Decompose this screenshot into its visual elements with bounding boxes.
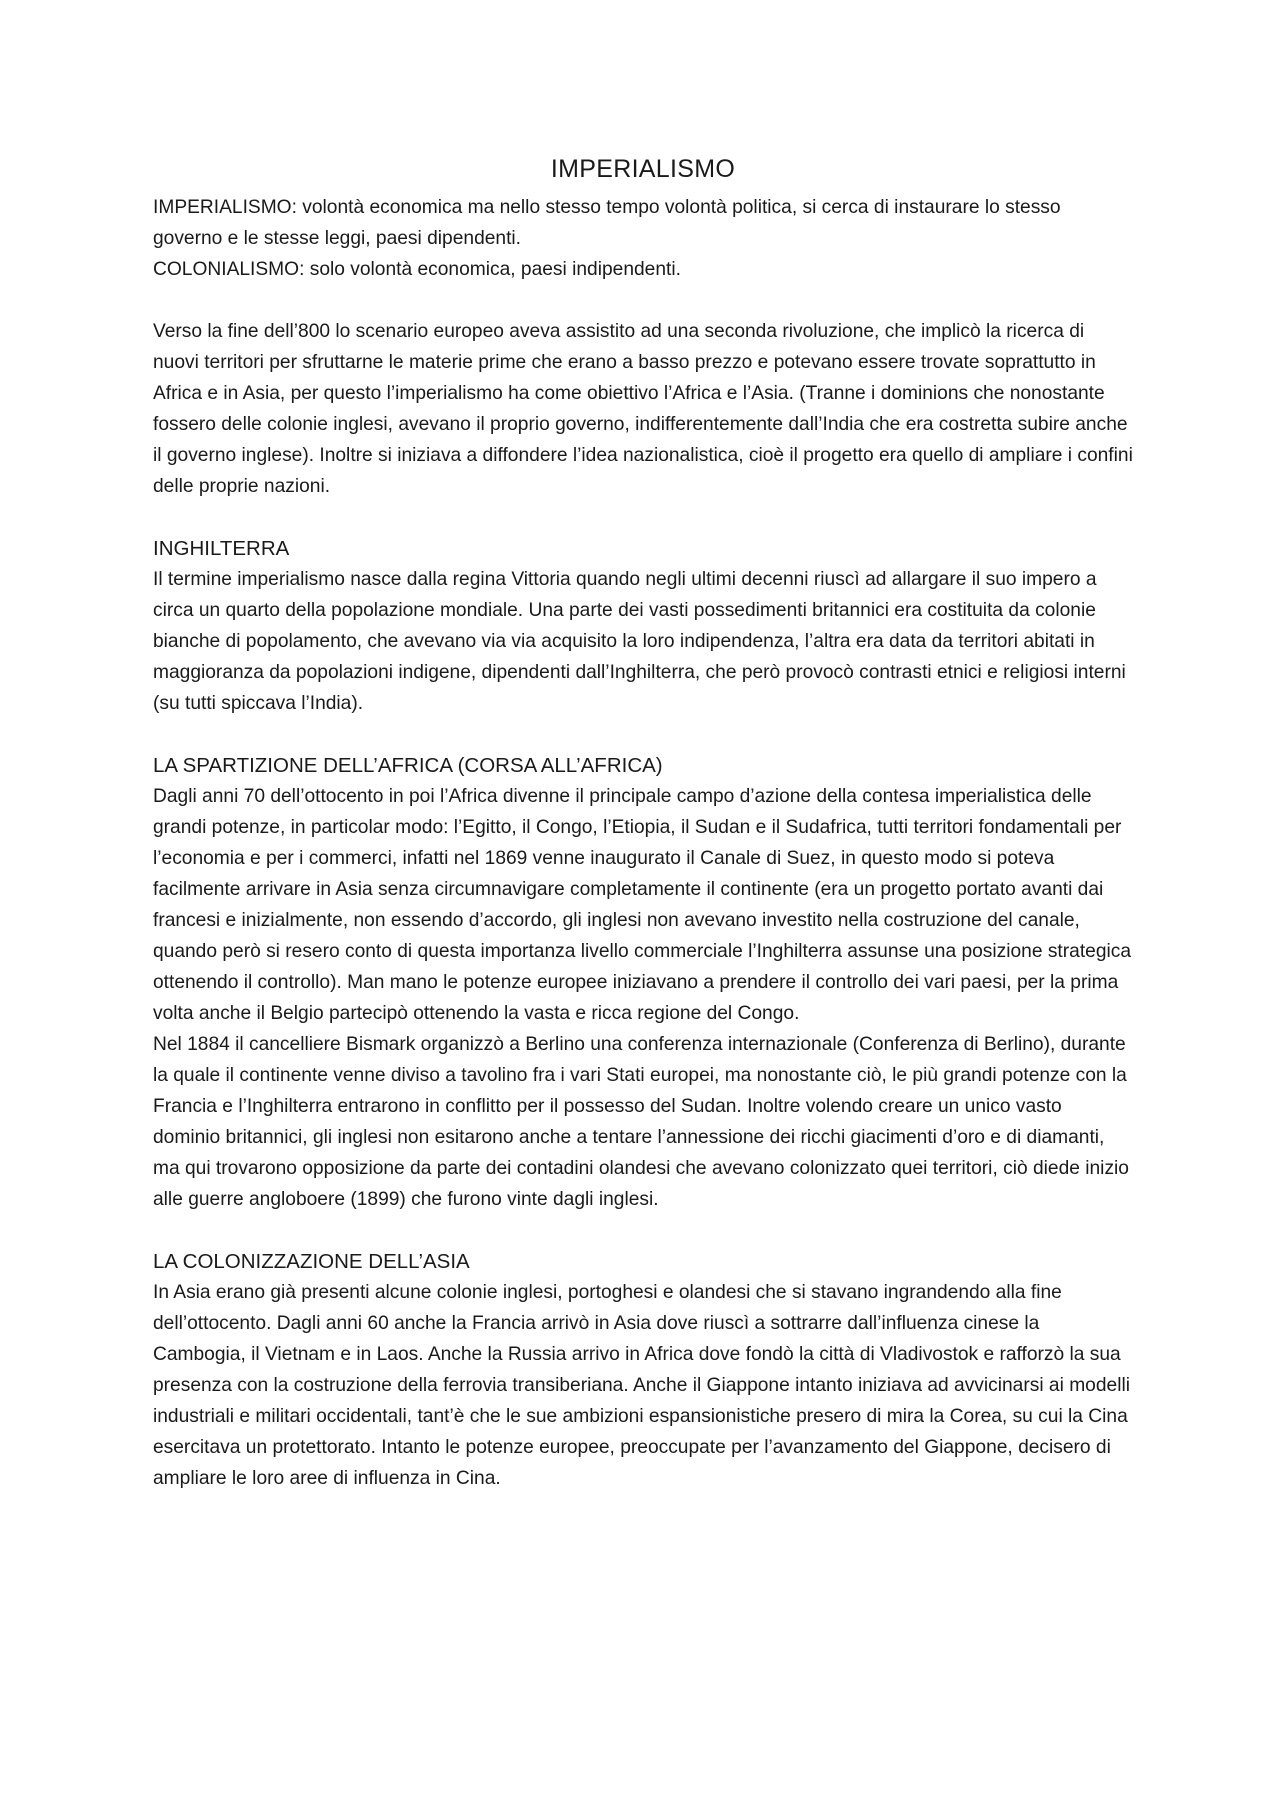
section-paragraph-asia: In Asia erano già presenti alcune colonie inglesi, portoghesi e olandesi che si stavano ingrandendo alla fine dell’ottocento. Dagli anni 60 anche la Francia arrivò in Asia dove riuscì a sottrarre dall’influenza cinese la Cambogia, il Vietnam e in Laos. Anche la Russia arrivo in Africa dove fondò la città di Vladivostok e rafforzò la sua presenza con la costruzione della ferrovia transiberiana. Anche il Giappone intanto iniziava ad avvicinarsi ai modelli industriali e militari occidentali, tant’è che le sue ambizioni espansionistiche presero di mira la Corea, su cui la Cina esercitava un protettorato. Intanto le potenze europee, preoccupate per l’avanzamento del Giappone, decisero di ampliare le loro aree di influenza in Cina. — [153, 1282, 1130, 1489]
spacer — [153, 1215, 1133, 1246]
section-paragraph-africa-1: Dagli anni 70 dell’ottocento in poi l’Africa divenne il principale campo d’azione della contesa imperialistica delle grandi potenze, in particolar modo: l’Egitto, il Congo, l’Etiopia, il Sudan e il Sudafrica, tutti territori fondamentali per l’economia e per i commerci, infatti nel 1869 venne inaugurato il Canale di Suez, in questo modo si poteva facilmente arrivare in Asia senza circumnavigare completamente il continente (era un progetto portato avanti dai francesi e inizialmente, non essendo d’accordo, gli inglesi non avevano investito nella costruzione del canale, quando però si resero conto di questa importanza livello commerciale l’Inghilterra assunse una posizione strategica ottenendo il controllo). Man mano le potenze europee iniziavano a prendere il controllo dei vari paesi, per la prima volta anche il Belgio partecipò ottenendo la vasta e ricca regione del Congo. — [153, 786, 1132, 1024]
definition-imperialismo: IMPERIALISMO: volontà economica ma nello stesso tempo volontà politica, si cerca di instaurare lo stesso governo e le stesse leggi, paesi dipendenti. — [153, 197, 1061, 249]
document-page — [153, 152, 1133, 1494]
spacer — [153, 285, 1133, 316]
document-title: IMPERIALISMO — [550, 155, 736, 183]
spacer — [153, 502, 1133, 533]
section-paragraph-inghilterra: Il termine imperialismo nasce dalla regina Vittoria quando negli ultimi decenni riuscì ad allargare il suo impero a circa un quarto della popolazione mondiale. Una parte dei vasti possedimenti britannici era costituita da colonie bianche di popolamento, che avevano via via acquisito la loro indipendenza, l’altra era data da territori abitati in maggioranza da popolazioni indigene, dipendenti dall’Inghilterra, che però provocò contrasti etnici e religiosi interni (su tutti spiccava l’India). — [153, 569, 1126, 714]
section-paragraph-africa-2: Nel 1884 il cancelliere Bismark organizzò a Berlino una conferenza internazionale (Conferenza di Berlino), durante la quale il continente venne diviso a tavolino fra i vari Stati europei, ma nonostante ciò, le più grandi potenze con la Francia e l’Inghilterra entrarono in conflitto per il possesso del Sudan. Inoltre volendo creare un unico vasto dominio britannici, gli inglesi non esitarono anche a tentare l’annessione dei ricchi giacimenti d’oro e di diamanti, ma qui trovarono opposizione da parte dei contadini olandesi che avevano colonizzato quei territori, ciò diede inizio alle guerre angloboere (1899) che furono vinte dagli inglesi. — [153, 1034, 1129, 1210]
section-heading-inghilterra: INGHILTERRA — [153, 537, 290, 560]
intro-paragraph: Verso la fine dell’800 lo scenario europeo aveva assistito ad una seconda rivoluzione, che implicò la ricerca di nuovi territori per sfruttarne le materie prime che erano a basso prezzo e potevano essere trovate soprattutto in Africa e in Asia, per questo l’imperialismo ha come obiettivo l’Africa e l’Asia. (Tranne i dominions che nonostante fossero delle colonie inglesi, avevano il proprio governo, indifferentemente dall’India che era costretta subire anche il governo inglese). Inoltre si iniziava a diffondere l’idea nazionalistica, cioè il progetto era quello di ampliare i confini delle proprie nazioni. — [153, 321, 1133, 497]
definition-colonialismo: COLONIALISMO: solo volontà economica, paesi indipendenti. — [153, 259, 681, 280]
spacer — [153, 719, 1133, 750]
section-heading-africa: LA SPARTIZIONE DELL’AFRICA (CORSA ALL’AFRICA) — [153, 754, 663, 777]
section-heading-asia: LA COLONIZZAZIONE DELL’ASIA — [153, 1250, 470, 1273]
